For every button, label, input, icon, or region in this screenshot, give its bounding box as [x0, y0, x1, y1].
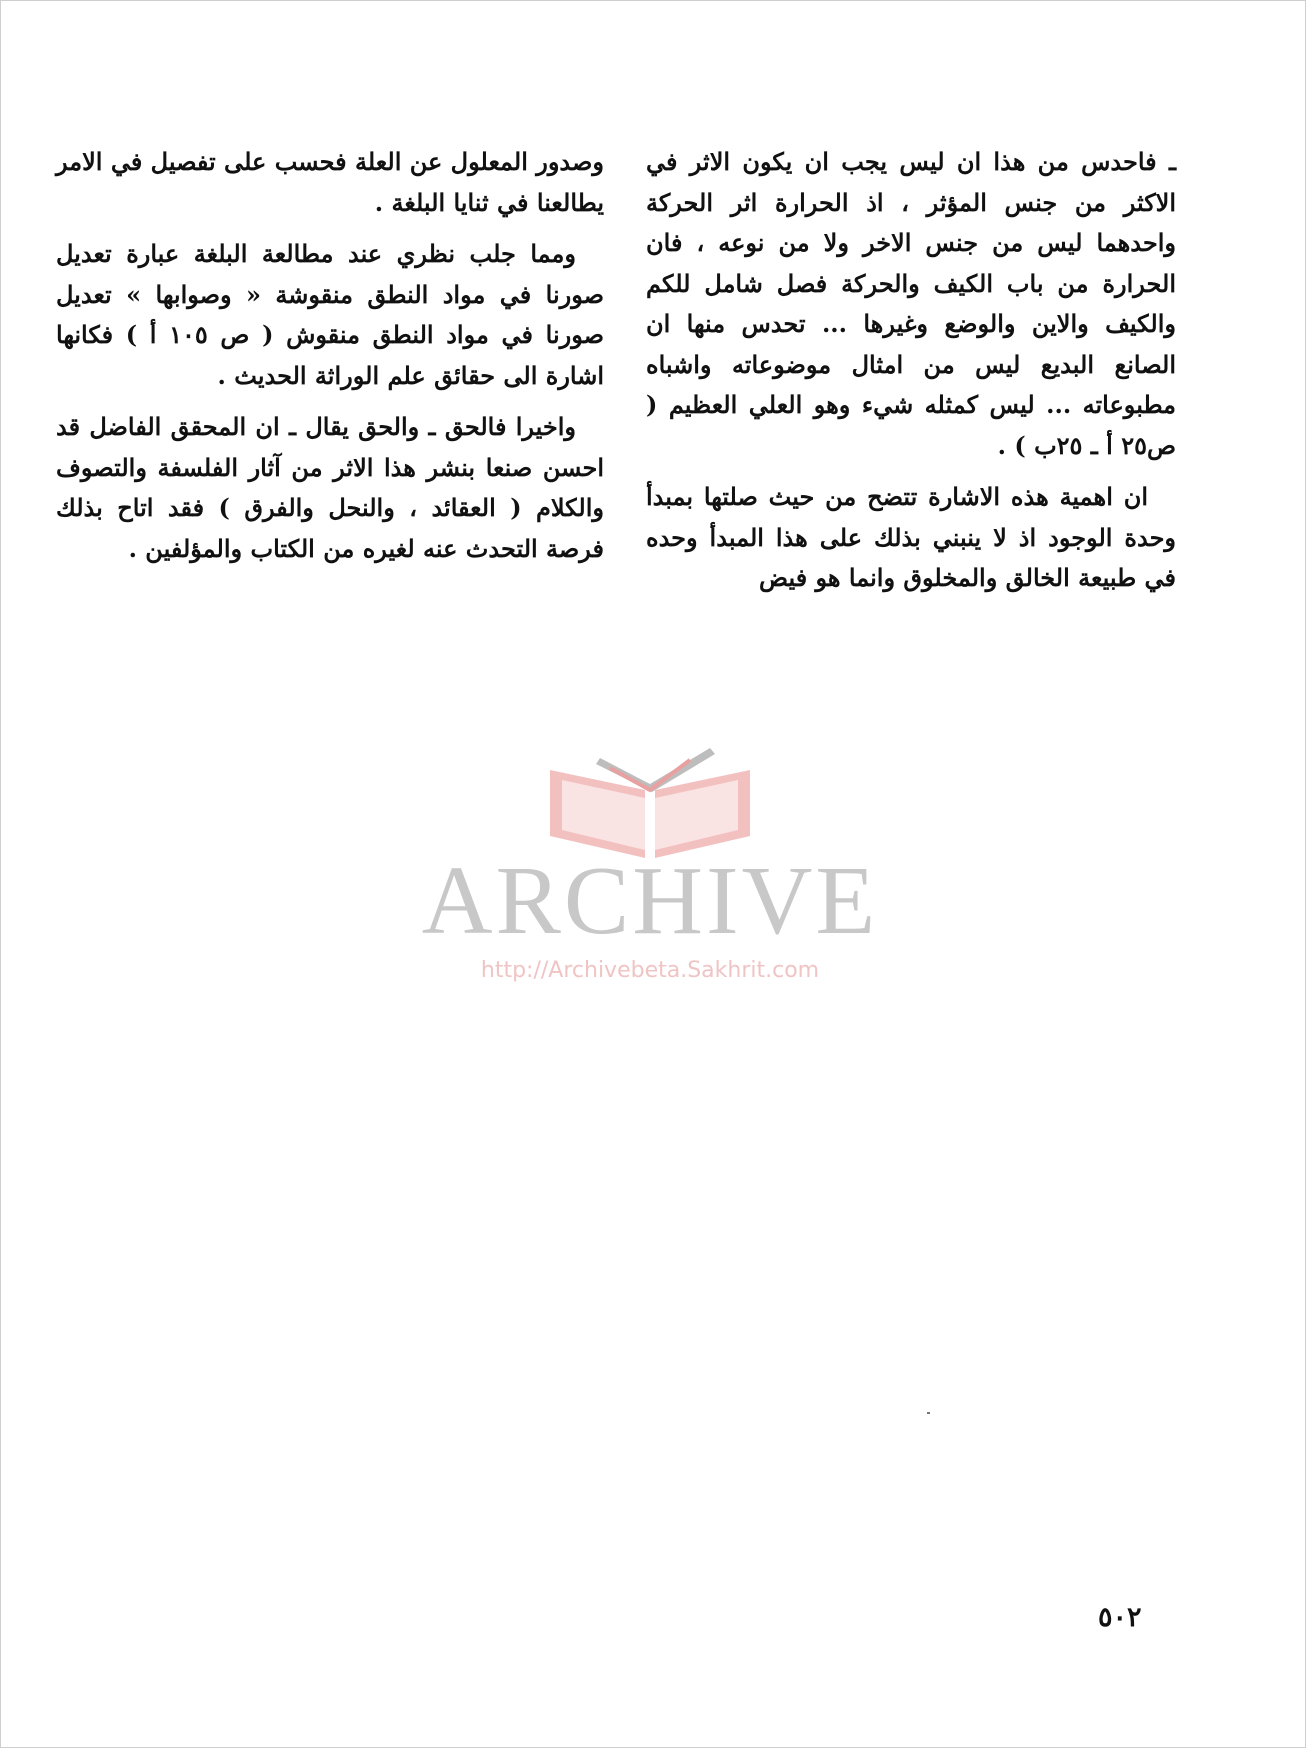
paragraph: ـ فاحدس من هذا ان ليس يجب ان يكون الاثر في الاكثر من جنس المؤثر ، اذ الحرارة اثر الحركة واحدهما ليس من جنس الاخر ولا من نوعه ، فان الحرارة من باب الكيف والحركة فصل شامل للكم والكيف والاين والوضع وغيرها ... تحدس منها ان الصانع البديع ليس من امثال موضوعاته واشباه مطبوعاته ... ليس كمثله شيء وهو العلي العظيم ( ص٢٥ أ ـ ٢٥ب ) . [646, 147, 1176, 460]
text-column-right [646, 142, 1176, 610]
scan-speck [927, 1412, 930, 1414]
page-number: ٥٠٢ [1098, 1602, 1142, 1633]
watermark-url: http://Archivebeta.Sakhrit.com [480, 958, 820, 983]
paragraph: ومما جلب نظري عند مطالعة البلغة عبارة تعديل صورنا في مواد النطق منقوشة « وصوابها » تعديل صورنا في مواد النطق منقوش ( ص ١٠٥ أ ) فكانها اشارة الى حقائق علم الوراثة الحديث . [56, 239, 604, 390]
book-logo-icon [540, 740, 760, 860]
paragraph: ان اهمية هذه الاشارة تتضح من حيث صلتها بمبدأ وحدة الوجود اذ لا ينبني بذلك على هذا المبدأ وحده في طبيعة الخالق والمخلوق وانما هو فيض [646, 482, 1176, 592]
text-column-left [56, 142, 604, 580]
paragraph: وصدور المعلول عن العلة فحسب على تفصيل في الامر يطالعنا في ثنايا البلغة . [56, 147, 604, 217]
watermark-title: ARCHIVE [421, 847, 879, 955]
archive-watermark [420, 740, 880, 983]
paragraph: واخيرا فالحق ـ والحق يقال ـ ان المحقق الفاضل قد احسن صنعا بنشر هذا الاثر من آثار الفلسفة والتصوف والكلام ( العقائد ، والنحل والفرق ) فقد اتاح بذلك فرصة التحدث عنه لغيره من الكتاب والمؤلفين . [56, 412, 604, 563]
